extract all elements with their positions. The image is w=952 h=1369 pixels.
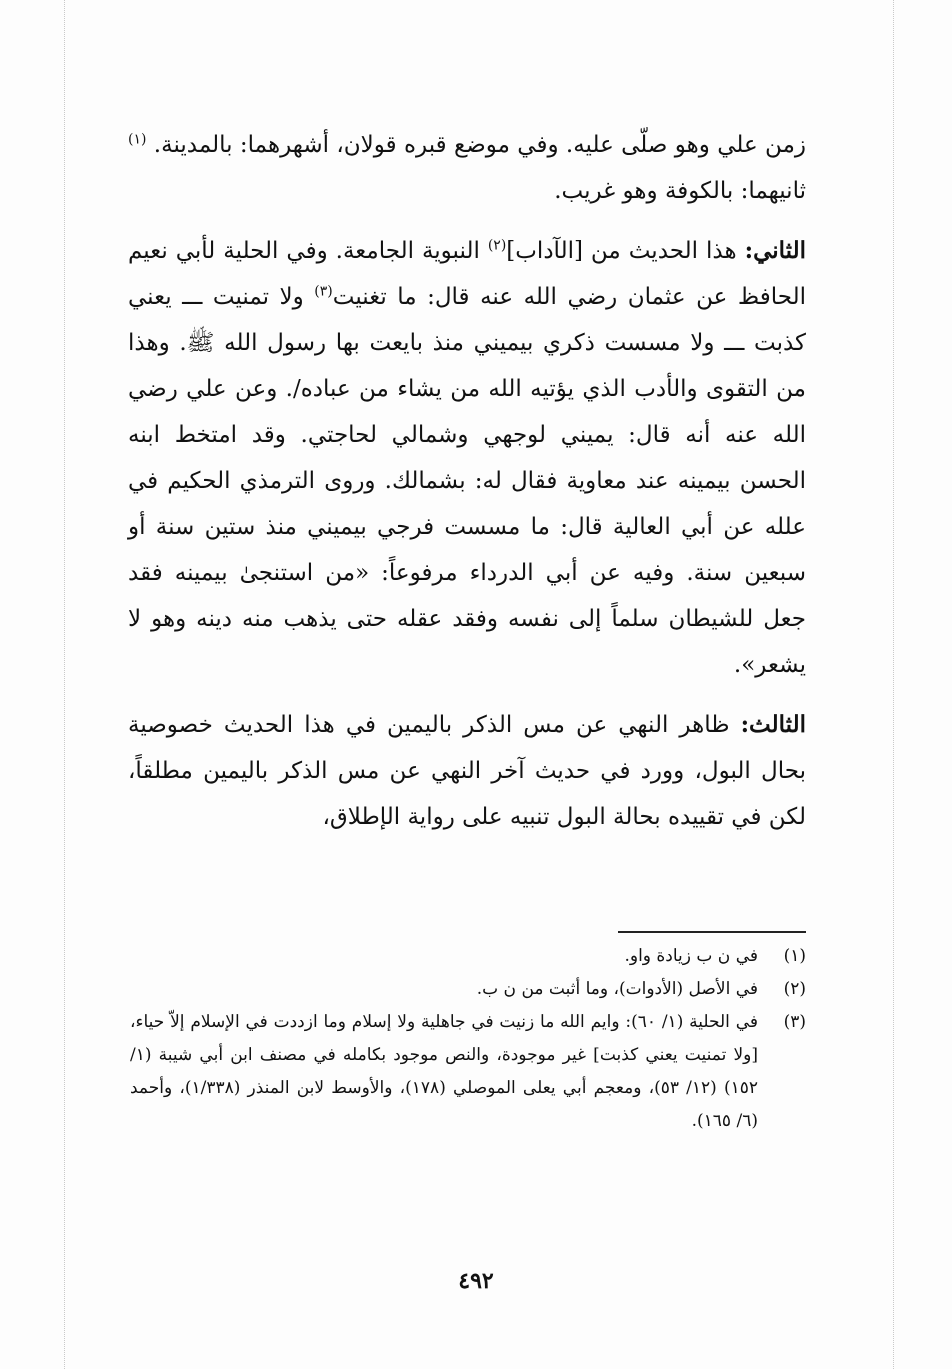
footnote-item	[130, 940, 806, 973]
footnote-item	[130, 973, 806, 1006]
footnote-text: في الأصل (الأدوات)، وما أثبت من ن ب.	[476, 979, 758, 999]
footnotes-block	[130, 940, 806, 1138]
paragraph-text: ثانيهما: بالكوفة وهو غريب.	[554, 178, 806, 204]
paragraph-2	[128, 228, 806, 688]
footnote-text: في ن ب زيادة واو.	[624, 946, 758, 966]
page-number: ٤٩٢	[458, 1268, 494, 1294]
paragraph-3	[128, 702, 806, 840]
footnote-text: في الحلية (١/ ٦٠): وايم الله ما زنيت في جاهلية ولا إسلام وما ازددت في الإسلام إلاّ حياء، [ولا تمنيت يعني كذبت] غير موجودة، والنص موجود بكامله في مصنف ابن أبي شيبة (١/ ١٥٢) (١٢/ ٥٣)، ومعجم أبي يعلى الموصلي (١٧٨)، والأوسط لابن المنذر (١/٣٣٨)، وأحمد (٦/ ١٦٥).	[130, 1012, 758, 1131]
paragraph-text: زمن علي وهو صلّى عليه. وفي موضع قبره قولان، أشهرهما: بالمدينة.	[146, 132, 806, 158]
paragraph-text: هذا الحديث من [الآداب]	[506, 238, 745, 264]
scan-artifact-line	[893, 0, 895, 1369]
main-text-block	[128, 122, 806, 840]
paragraph-text: النبوية الجامعة. وفي الحلية لأبي نعيم الحافظ عن عثمان رضي الله عنه قال: ما تغنيت	[128, 238, 806, 310]
paragraph-lead: الثاني:	[744, 237, 806, 264]
footnote-marker: (١)	[128, 131, 147, 148]
paragraph-text: ظاهر النهي عن مس الذكر باليمين في هذا الحديث خصوصية بحال البول، وورد في حديث آخر النهي عن مس الذكر باليمين مطلقاً، لكن في تقييده بحالة البول تنبيه على رواية الإطلاق،	[128, 712, 806, 830]
footnote-number: (٣)	[783, 1012, 806, 1032]
paragraph-lead: الثالث:	[740, 711, 806, 738]
paragraph-text: ولا تمنيت ـــ يعني كذبت ـــ ولا مسست ذكري بيميني منذ بايعت بها رسول الله ﷺ. وهذا من التقوى والأدب الذي يؤتيه الله من يشاء من عباده/. وعن علي رضي الله عنه أنه قال: يميني لوجهي وشمالي لحاجتي. وقد امتخط ابنه الحسن بيمينه عند معاوية فقال له: بشمالك. وروى الترمذي الحكيم في علله عن أبي العالية قال: ما مسست فرجي بيميني منذ ستين سنة أو سبعين سنة. وفيه عن أبي الدرداء مرفوعاً: «من استنجىٰ بيمينه فقد جعل للشيطان سلماً إلى نفسه وفقد عقله حتى يذهب منه دينه وهو لا يشعر».	[128, 284, 806, 678]
footnote-item	[130, 1006, 806, 1138]
footnote-number: (١)	[783, 946, 806, 966]
footnote-separator	[618, 931, 806, 933]
footnote-marker: (٣)	[314, 283, 333, 300]
paragraph-1	[128, 122, 806, 214]
scan-artifact-line	[64, 0, 66, 1369]
footnote-marker: (٢)	[487, 237, 507, 254]
footnote-number: (٢)	[783, 979, 806, 999]
